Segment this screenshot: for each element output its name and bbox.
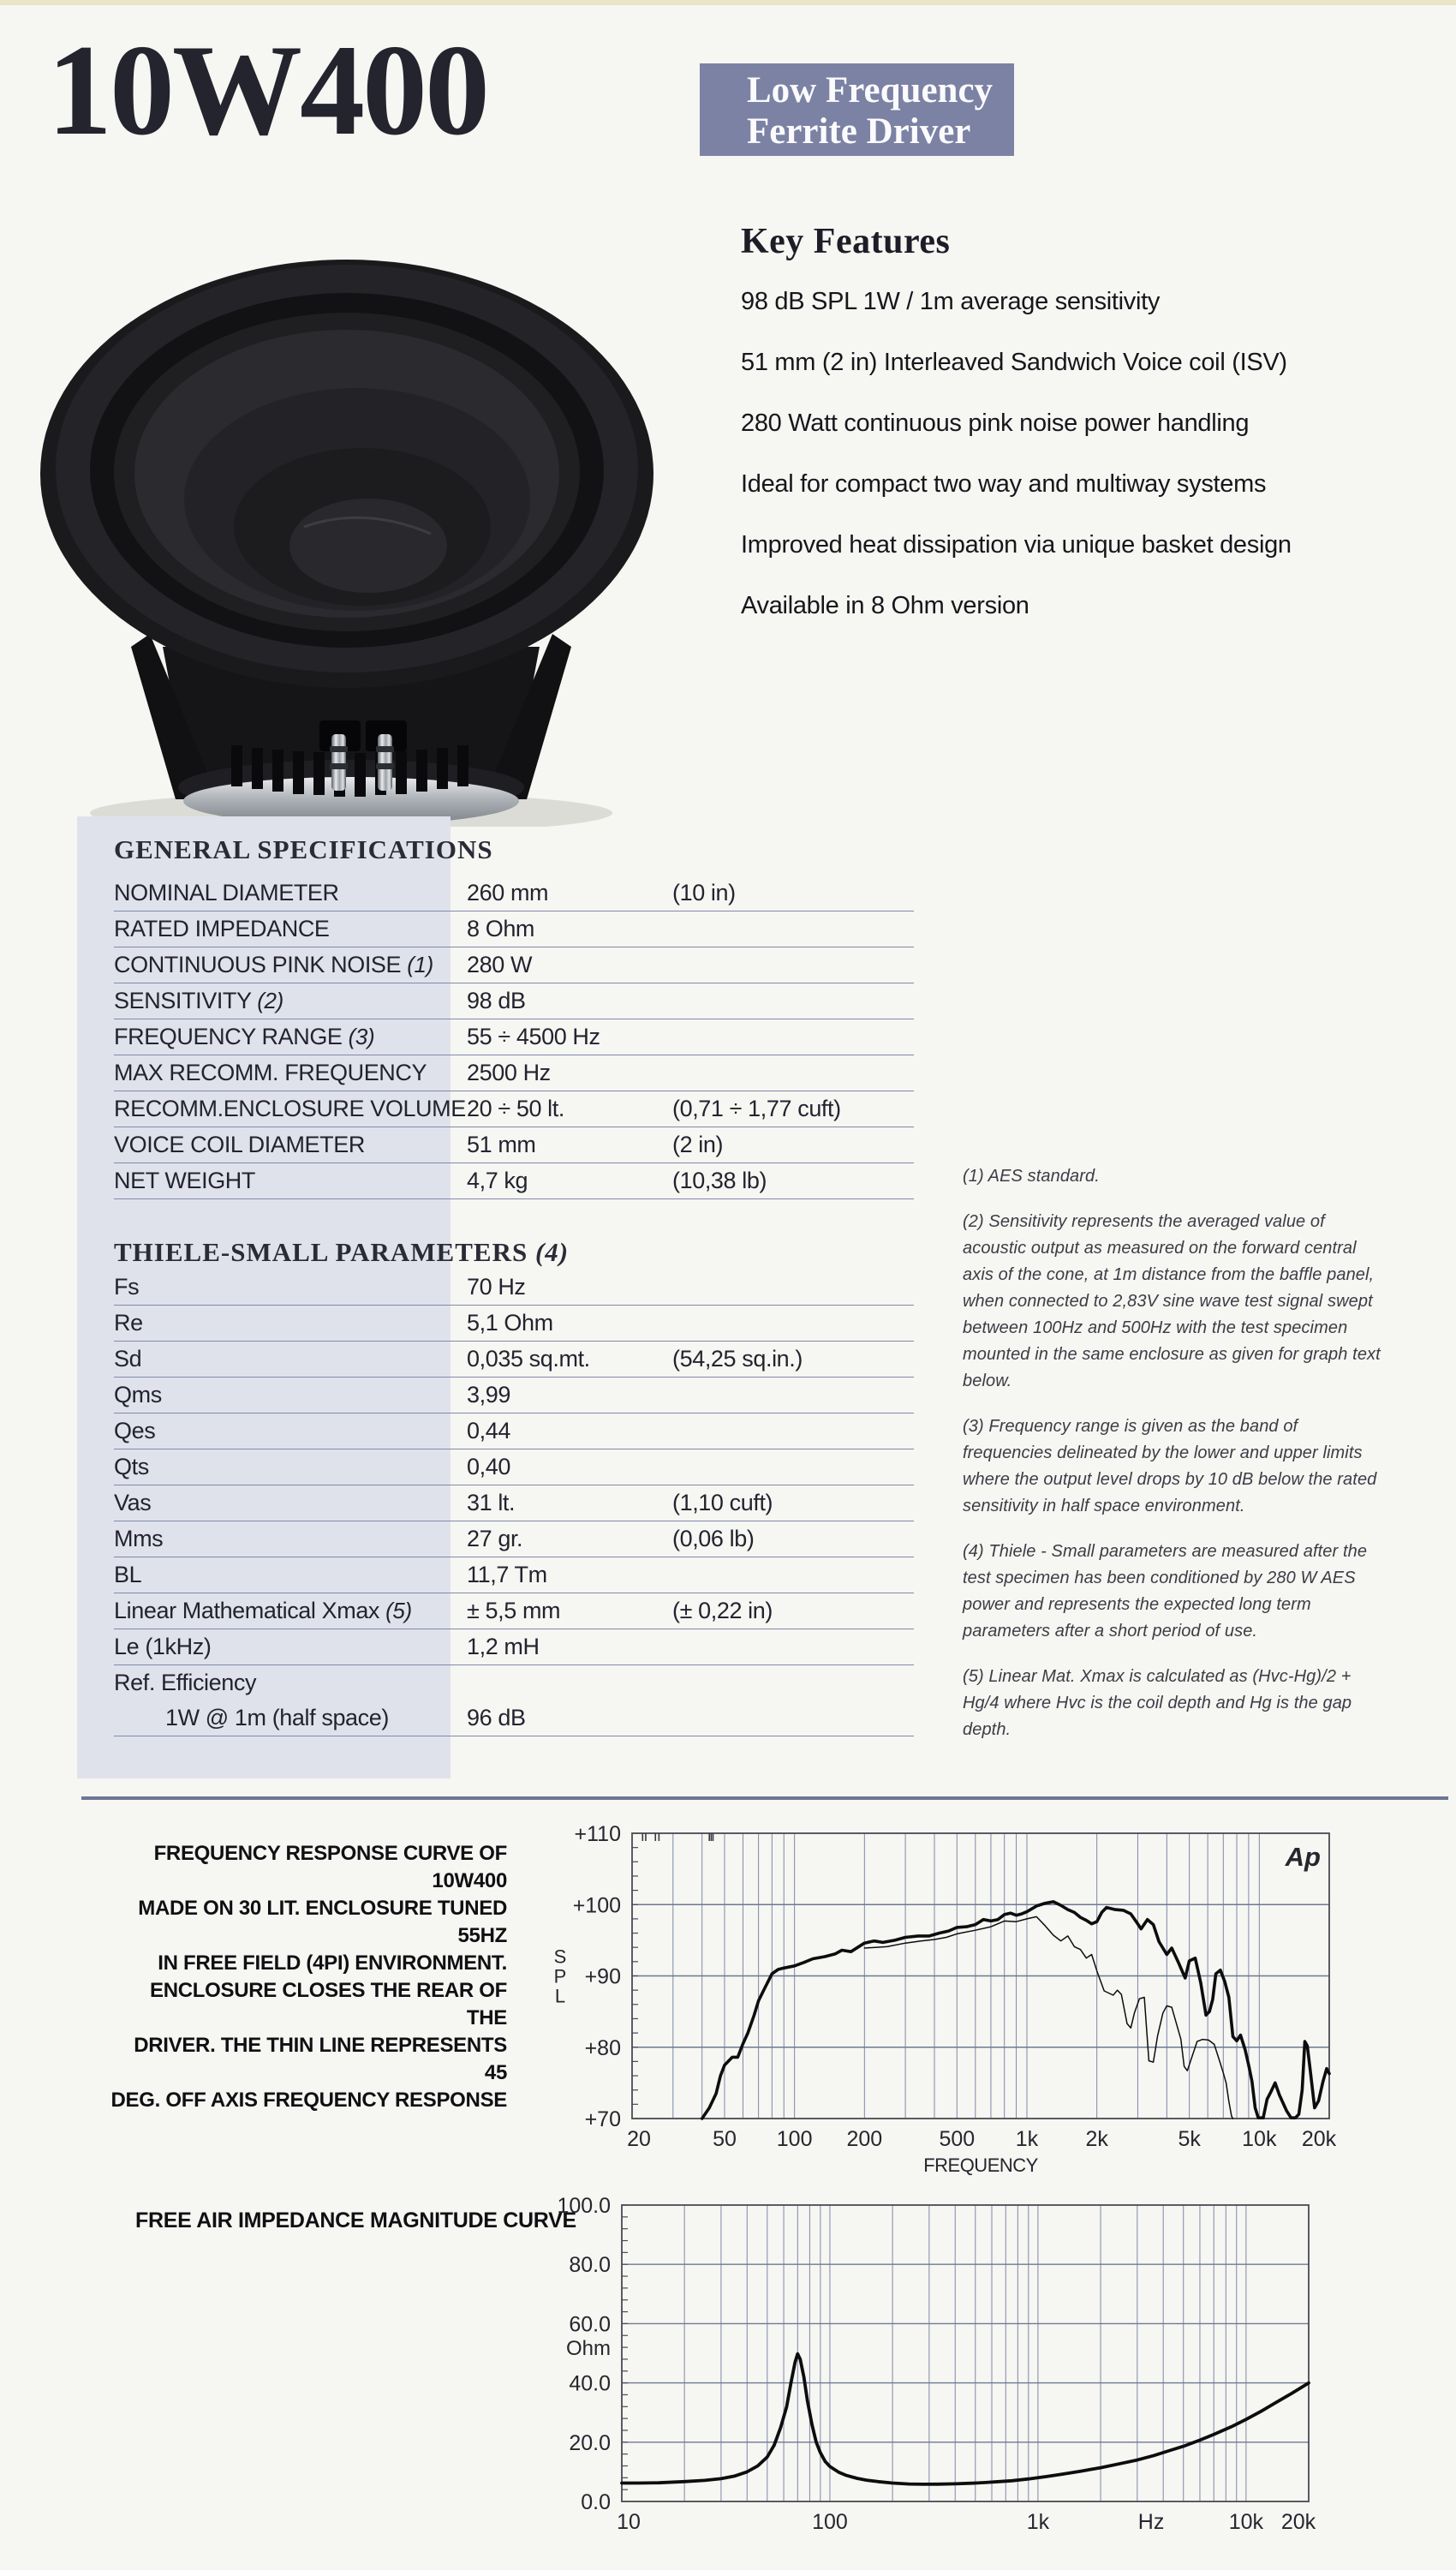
table-row: CONTINUOUS PINK NOISE (1) 280 W — [114, 947, 914, 983]
dust-cap — [289, 499, 447, 593]
table-row: Qms 3,99 — [114, 1378, 914, 1414]
svg-text:Ap: Ap — [1285, 1842, 1321, 1872]
table-row: Mms 27 gr. (0,06 lb) — [114, 1521, 914, 1557]
svg-text:20k: 20k — [1301, 2127, 1337, 2151]
svg-text:10: 10 — [617, 2510, 641, 2534]
svg-text:Hz: Hz — [1137, 2510, 1165, 2534]
svg-text:+70: +70 — [584, 2107, 621, 2131]
feature-item: 51 mm (2 in) Interleaved Sandwich Voice coil (ISV) — [741, 349, 1287, 376]
footnote-1: (1) AES standard. — [963, 1167, 1100, 1186]
feature-item: Ideal for compact two way and multiway systems — [741, 470, 1267, 498]
svg-text:5k: 5k — [1178, 2127, 1201, 2151]
frequency-response-caption: FREQUENCY RESPONSE CURVE OF 10W400 MADE ON 30 LIT. ENCLOSURE TUNED 55HZ IN FREE FIELD (4PI) ENVIRONMENT. ENCLOSURE CLOSES THE REAR OF THE DRIVER. THE THIN LINE REPRESENTS 45 DEG. OFF AXIS FREQUENCY RESPONSE — [110, 1842, 507, 2112]
table-row: Sd 0,035 sq.mt. (54,25 sq.in.) — [114, 1342, 914, 1378]
table-row: NOMINAL DIAMETER 260 mm (10 in) — [114, 876, 914, 911]
svg-text:80.0: 80.0 — [569, 2253, 611, 2278]
table-row: Le (1kHz) 1,2 mH — [114, 1629, 914, 1665]
footnotes — [963, 1163, 1391, 1762]
svg-text:100.0: 100.0 — [557, 2194, 611, 2218]
svg-text:1k: 1k — [1015, 2127, 1039, 2151]
svg-text:+100: +100 — [572, 1893, 621, 1918]
table-row: Qes 0,44 — [114, 1414, 914, 1449]
svg-text:+80: +80 — [584, 2035, 621, 2060]
general-specs-table — [114, 876, 914, 1199]
svg-text:L: L — [554, 1985, 566, 2007]
key-features-title: Key Features — [741, 222, 951, 261]
svg-text:+110: +110 — [574, 1822, 621, 1846]
svg-text:10k: 10k — [1242, 2127, 1277, 2151]
feature-item: 98 dB SPL 1W / 1m average sensitivity — [741, 288, 1161, 315]
section-divider — [81, 1796, 1448, 1800]
svg-text:1k: 1k — [1026, 2510, 1050, 2534]
svg-text:Ohm: Ohm — [565, 2337, 611, 2361]
badge-line-1: Low Frequency — [747, 70, 994, 111]
feature-item: Available in 8 Ohm version — [741, 592, 1029, 619]
table-row: FREQUENCY RANGE (3) 55 ÷ 4500 Hz — [114, 1019, 914, 1055]
table-row: Re 5,1 Ohm — [114, 1306, 914, 1342]
product-type-badge — [700, 63, 1014, 156]
table-row: VOICE COIL DIAMETER 51 mm (2 in) — [114, 1127, 914, 1163]
ts-params-title: THIELE-SMALL PARAMETERS (4) — [114, 1237, 570, 1267]
svg-text:+90: +90 — [584, 1964, 621, 1989]
svg-text:20.0: 20.0 — [569, 2430, 611, 2455]
svg-text:60.0: 60.0 — [569, 2312, 611, 2337]
feature-item: Improved heat dissipation via unique basket design — [741, 531, 1292, 559]
table-row: Vas 31 lt. (1,10 cuft) — [114, 1485, 914, 1521]
footnote-5: (5) Linear Mat. Xmax is calculated as (Hvc-Hg)/2 + Hg/4 where Hvc is the coil depth and Hg is the gap depth. — [963, 1667, 1352, 1739]
feature-item: 280 Watt continuous pink noise power handling — [741, 409, 1250, 437]
svg-text:500: 500 — [939, 2127, 976, 2151]
table-row: RECOMM.ENCLOSURE VOLUME 20 ÷ 50 lt. (0,71 ÷ 1,77 cuft) — [114, 1091, 914, 1127]
table-row: MAX RECOMM. FREQUENCY 2500 Hz — [114, 1055, 914, 1091]
scan-edge-strip — [0, 0, 1456, 5]
frequency-response-chart — [531, 1816, 1370, 2176]
table-row: 1W @ 1m (half space) 96 dB — [114, 1700, 914, 1736]
table-row: Qts 0,40 — [114, 1449, 914, 1485]
svg-text:P: P — [553, 1965, 567, 1987]
svg-text:S: S — [553, 1945, 567, 1968]
footnote-4: (4) Thiele - Small parameters are measured after the test specimen has been conditioned by 280 W AES power and represents the expected long term parameters after a short period of use. — [963, 1542, 1368, 1641]
badge-line-2: Ferrite Driver — [747, 111, 971, 152]
impedance-caption: FREE AIR IMPEDANCE MAGNITUDE CURVE — [135, 2208, 576, 2232]
table-row: Linear Mathematical Xmax (5) ± 5,5 mm (± 0,22 in) — [114, 1593, 914, 1629]
product-photo — [21, 244, 681, 827]
footnote-3: (3) Frequency range is given as the band of frequencies delineated by the lower and upper limits where the output level drops by 10 dB below the rated sensitivity in half space environment. — [963, 1417, 1377, 1515]
svg-text:20k: 20k — [1280, 2510, 1316, 2534]
page-title: 10W400 — [47, 18, 487, 162]
table-row: NET WEIGHT 4,7 kg (10,38 lb) — [114, 1163, 914, 1199]
table-row: RATED IMPEDANCE 8 Ohm — [114, 911, 914, 947]
svg-text:50: 50 — [713, 2127, 737, 2151]
table-row: Ref. Efficiency — [114, 1670, 257, 1695]
impedance-chart — [514, 2180, 1379, 2557]
svg-text:100: 100 — [812, 2510, 848, 2534]
svg-text:0.0: 0.0 — [581, 2490, 611, 2514]
ts-params-table — [114, 1270, 914, 1736]
key-features-section — [741, 221, 1400, 653]
table-row: SENSITIVITY (2) 98 dB — [114, 983, 914, 1019]
svg-text:2k: 2k — [1085, 2127, 1108, 2151]
general-specs-title: GENERAL SPECIFICATIONS — [114, 834, 493, 864]
svg-text:100: 100 — [776, 2127, 813, 2151]
svg-text:40.0: 40.0 — [569, 2371, 611, 2396]
svg-text:10k: 10k — [1228, 2510, 1264, 2534]
footnote-2: (2) Sensitivity represents the averaged value of acoustic output as measured on the forward central axis of the cone, at 1m distance from the baffle panel, when connected to 2,83V sine wave test signal swept between 100Hz and 500Hz with the test specimen mounted in the same enclosure as given for graph text below. — [963, 1212, 1381, 1390]
svg-text:20: 20 — [627, 2127, 651, 2151]
svg-text:FREQUENCY: FREQUENCY — [923, 2155, 1038, 2176]
svg-text:200: 200 — [846, 2127, 883, 2151]
table-row: Fs 70 Hz — [114, 1270, 914, 1306]
table-row: BL 11,7 Tm — [114, 1557, 914, 1593]
